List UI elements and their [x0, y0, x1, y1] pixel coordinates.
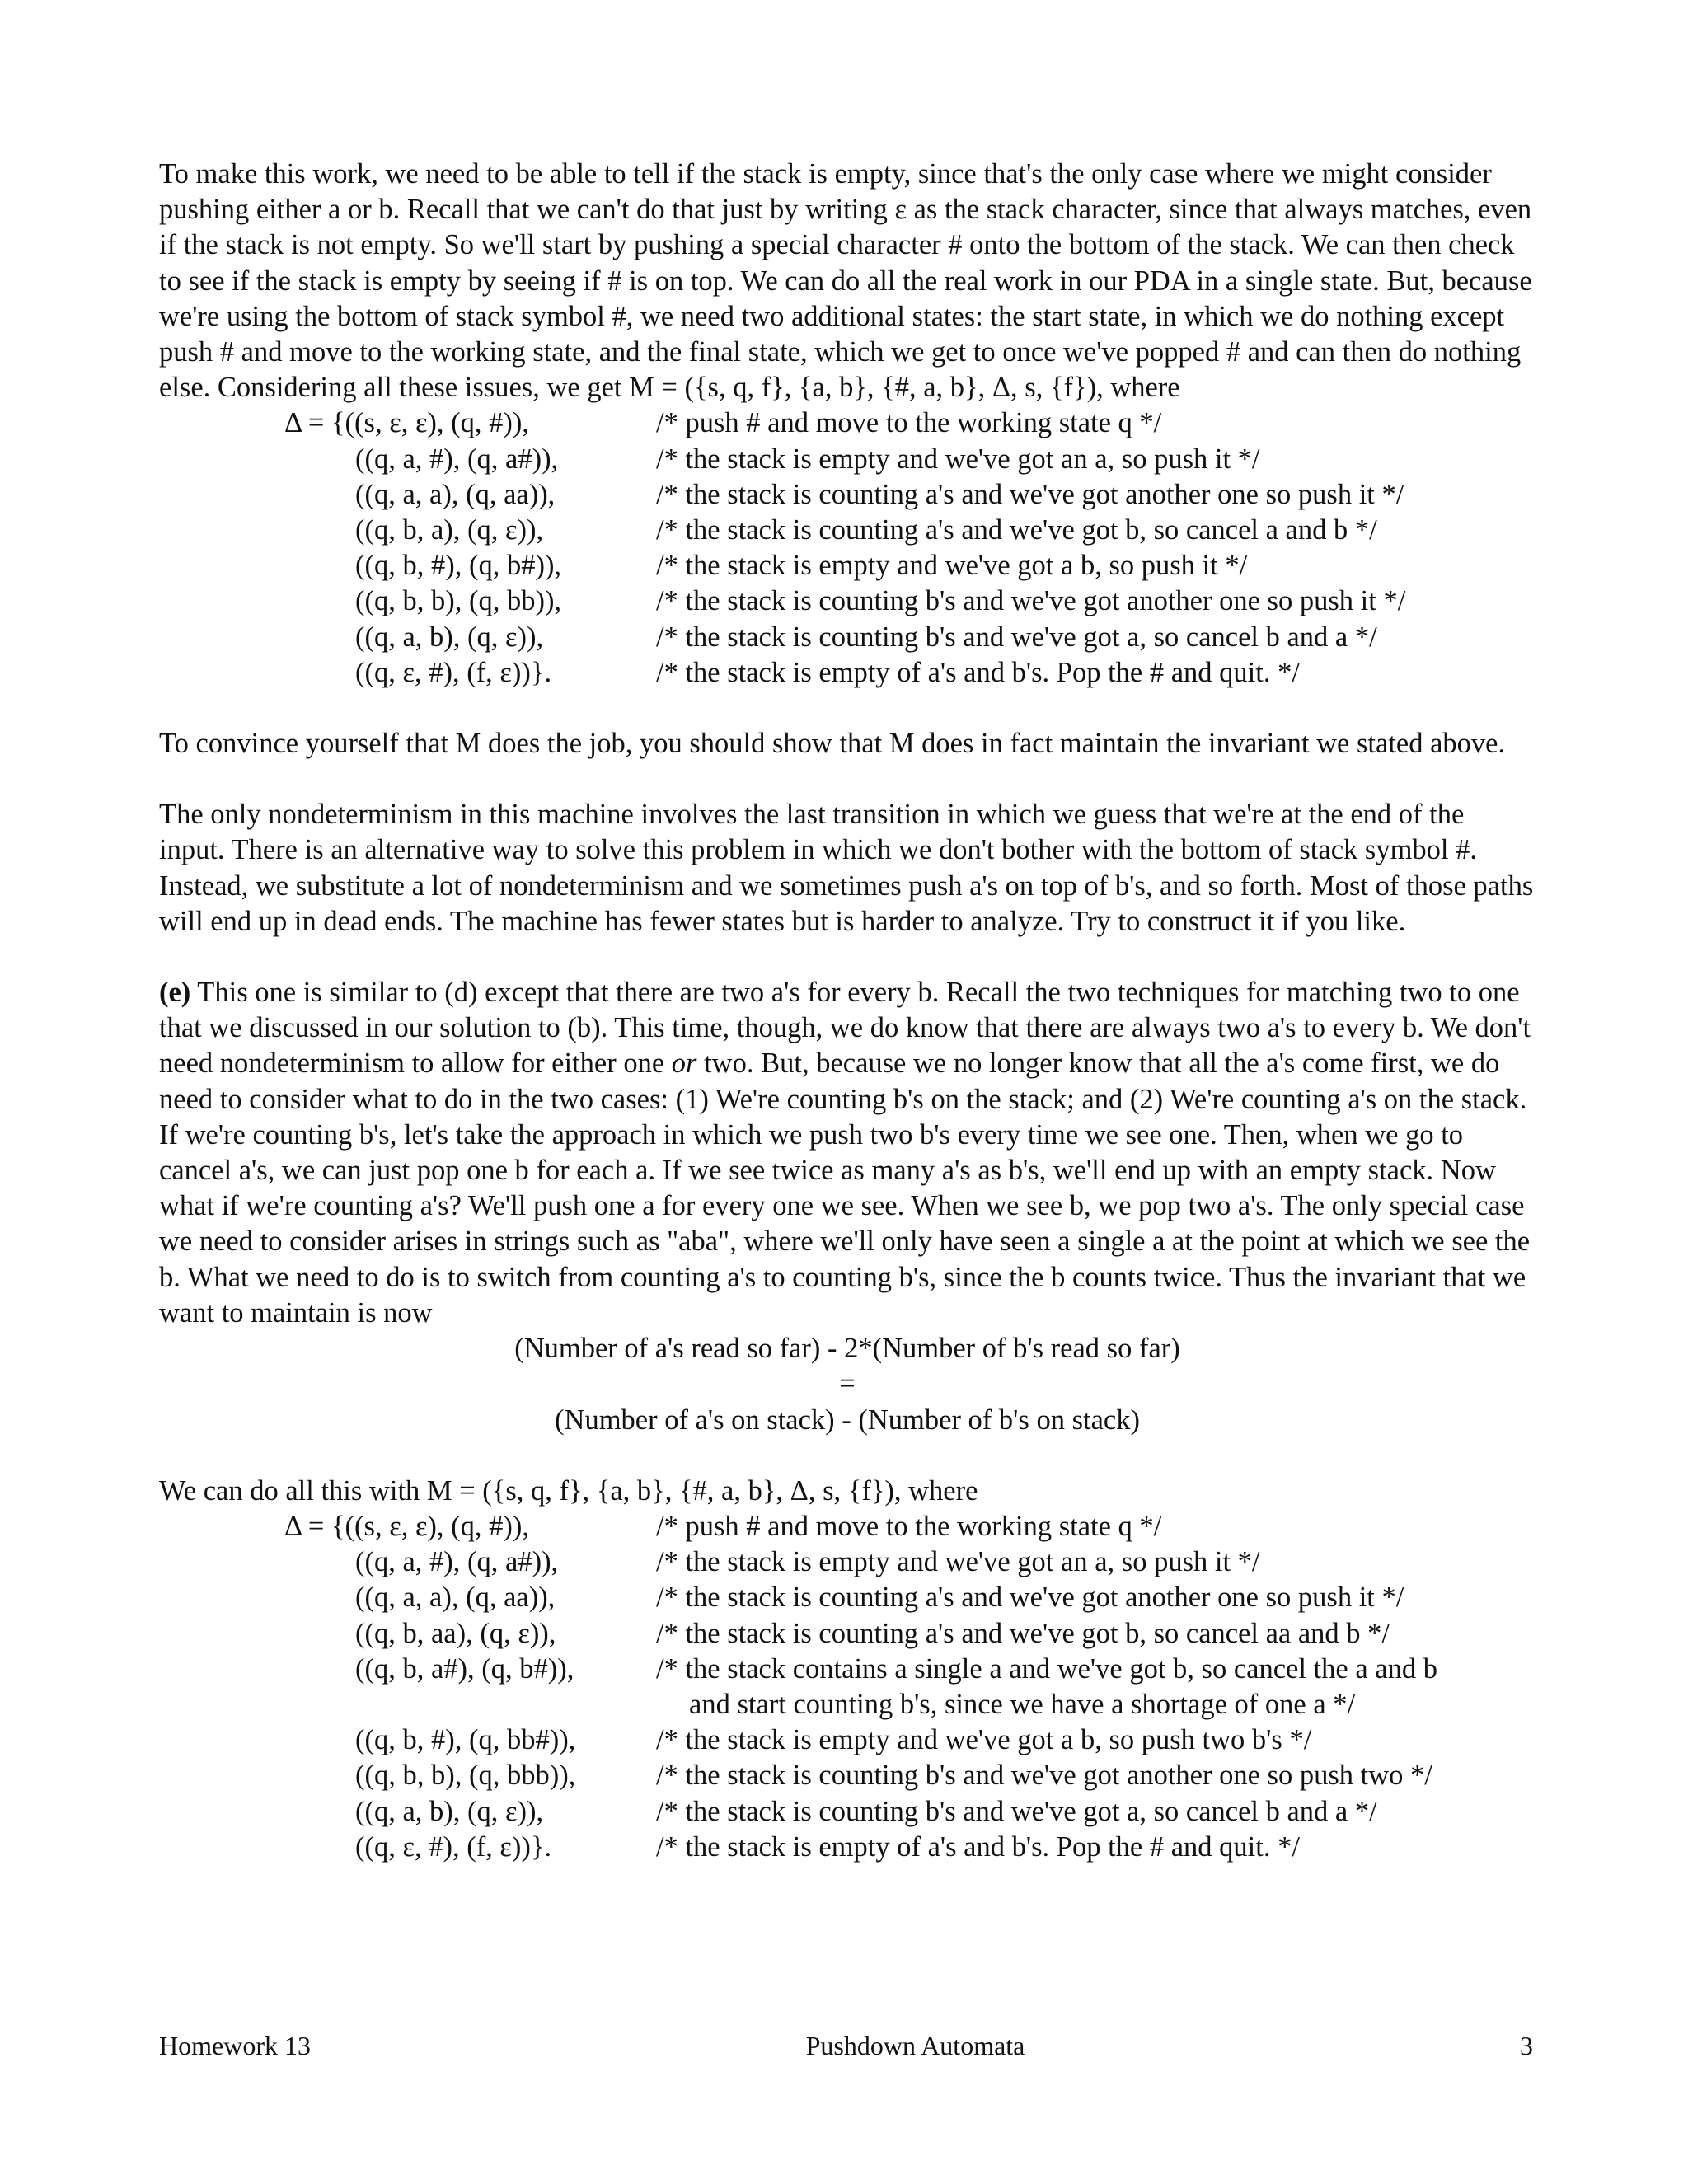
transition-rule: ((q, b, #), (q, bb#)),: [355, 1724, 576, 1756]
transition-rule: ((q, b, a), (q, ε)),: [355, 514, 544, 546]
transition-comment: /* the stack is empty and we've got an a, so push it */: [656, 443, 1260, 475]
transition-comment: /* the stack is counting a's and we've got another one so push it */: [656, 478, 1404, 510]
transition-rule: ((q, b, a#), (q, b#)),: [355, 1652, 574, 1685]
transition-row: [159, 1758, 1536, 1793]
machine-definition-paragraph: We can do all this with M = ({s, q, f}, {a, b}, {#, a, b}, Δ, s, {f}), where: [159, 1474, 978, 1507]
part-e-paragraph: [159, 975, 1536, 1331]
transition-list-1: [159, 405, 1536, 691]
transition-comment: /* the stack is empty and we've got a b, so push two b's */: [656, 1724, 1312, 1756]
convince-paragraph: To convince yourself that M does the job, you should show that M does in fact maintain the invariant we stated above.: [159, 728, 1506, 760]
transition-rule: ((q, b, aa), (q, ε)),: [355, 1617, 556, 1649]
part-e-emphasis: or: [671, 1047, 697, 1080]
nondeterminism-paragraph: The only nondeterminism in this machine involves the last transition in which we guess that we're at the end of the input. There is an alternative way to solve this problem in which we don't bother with the bottom of stack symbol #. Instead, we substitute a lot of nondeterminism and we sometimes push a's on top of b's, and so forth. Most of those paths will end up in dead ends. The machine has fewer states but is harder to analyze. Try to construct it if you like.: [159, 799, 1534, 937]
transition-rule: ((q, ε, #), (f, ε))}.: [355, 1830, 552, 1863]
transition-row: [159, 477, 1536, 513]
transition-row: [159, 1830, 1536, 1865]
part-e-text-b: two. But, because we no longer know that all the a's come first, we do need to consider what to do in the two cases: (1) We're counting b's on the stack; and (2) We're counting a's on the stack. If we're counting b's, let's take the approach in which we push two b's every time we see one. Then, when we go to cancel a's, we can just pop one b for each a. If we see twice as many a's as b's, we'll end up with an empty stack. Now what if we're counting a's? We'll push one a for every one we see. When we see b, we pop two a's. The only special case we need to consider arises in strings such as "aba", where we'll only have seen a single a at the point at which we see the b. What we need to do is to switch from counting a's to counting b's, since the b counts twice. Thus the invariant that we want to maintain is now: [159, 1047, 1531, 1329]
transition-comment: [656, 1652, 1437, 1722]
transition-rule: ((q, a, a), (q, aa)),: [355, 478, 556, 510]
part-e-label: (e): [159, 977, 191, 1009]
transition-rule: ((q, ε, #), (f, ε))}.: [355, 656, 552, 688]
transition-row: [159, 405, 1536, 441]
transition-comment: /* the stack is counting b's and we've got another one so push two */: [656, 1760, 1432, 1792]
transition-comment: /* push # and move to the working state q */: [656, 1510, 1162, 1542]
transition-comment: /* push # and move to the working state q */: [656, 407, 1162, 439]
transition-comment: /* the stack is counting b's and we've got a, so cancel b and a */: [656, 1795, 1377, 1827]
invariant-line-3: (Number of a's on stack) - (Number of b's on stack): [555, 1404, 1140, 1436]
part-e-text-a: This one is similar to (d) except that there are two a's for every b. Recall the two techniques for matching two to one that we discussed in our solution to (b). This time, though, we do know that there are always two a's to every b. We don't need nondeterminism to allow for either one: [159, 977, 1531, 1080]
transition-comment: /* the stack is counting a's and we've got b, so cancel aa and b */: [656, 1617, 1390, 1649]
transition-rule: ((q, a, a), (q, aa)),: [355, 1582, 556, 1614]
transition-rule: ((q, b, b), (q, bb)),: [355, 585, 562, 617]
invariant-line-2: =: [839, 1368, 856, 1400]
footer-chapter-title: Pushdown Automata: [805, 2031, 1025, 2060]
transition-comment: /* the stack is counting a's and we've got b, so cancel a and b */: [656, 514, 1377, 546]
transition-comment-line-1: /* the stack contains a single a and we've got b, so cancel the a and b: [656, 1652, 1437, 1685]
transition-row: [159, 1580, 1536, 1615]
transition-comment: /* the stack is empty and we've got a b, so push it */: [656, 550, 1248, 582]
transition-rule: ((q, a, #), (q, a#)),: [355, 443, 559, 475]
document-body: [159, 157, 1536, 1865]
transition-row: [159, 1616, 1536, 1652]
transition-comment-line-2: and start counting b's, since we have a shortage of one a */: [689, 1688, 1356, 1720]
transition-row: [159, 1652, 1536, 1722]
transition-row: [159, 548, 1536, 583]
transition-row: [159, 1544, 1536, 1580]
transition-row: [159, 1722, 1536, 1758]
page-footer: [159, 2029, 1533, 2062]
transition-row: [159, 620, 1536, 655]
transition-row: [159, 655, 1536, 691]
transition-comment: /* the stack is counting b's and we've got a, so cancel b and a */: [656, 621, 1377, 653]
transition-rule: ((q, a, b), (q, ε)),: [355, 1795, 544, 1827]
invariant-block: [159, 1331, 1536, 1438]
transition-rule: ((q, a, b), (q, ε)),: [355, 621, 544, 653]
transition-list-2: [159, 1509, 1536, 1865]
transition-rule: ((q, b, b), (q, bbb)),: [355, 1760, 576, 1792]
transition-comment: /* the stack is empty and we've got an a, so push it */: [656, 1546, 1260, 1578]
transition-rule: Δ = {((s, ε, ε), (q, #)),: [284, 407, 530, 439]
transition-rule: ((q, b, #), (q, b#)),: [355, 550, 562, 582]
footer-homework-title: Homework 13: [159, 2031, 311, 2060]
transition-comment: /* the stack is empty of a's and b's. Pop the # and quit. */: [656, 656, 1300, 688]
transition-comment: /* the stack is empty of a's and b's. Pop the # and quit. */: [656, 1830, 1300, 1863]
footer-page-number: 3: [1520, 2031, 1533, 2060]
transition-row: [159, 1509, 1536, 1544]
transition-comment: /* the stack is counting b's and we've got another one so push it */: [656, 585, 1406, 617]
intro-paragraph: To make this work, we need to be able to tell if the stack is empty, since that's the only case where we might consider pushing either a or b. Recall that we can't do that just by writing ε as the stack character, since that always matches, even if the stack is not empty. So we'll start by pushing a special character # onto the bottom of the stack. We can then check to see if the stack is empty by seeing if # is on top. We can do all the real work in our PDA in a single state. But, because we're using the bottom of stack symbol #, we need two additional states: the start state, in which we do nothing except push # and move to the working state, and the final state, which we get to once we've popped # and can then do nothing else. Considering all these issues, we get M = ({s, q, f}, {a, b}, {#, a, b}, Δ, s, {f}), where: [159, 158, 1532, 404]
transition-rule: Δ = {((s, ε, ε), (q, #)),: [284, 1510, 530, 1542]
transition-row: [159, 513, 1536, 548]
transition-row: [159, 1794, 1536, 1830]
invariant-line-1: (Number of a's read so far) - 2*(Number of b's read so far): [514, 1333, 1180, 1365]
transition-row: [159, 442, 1536, 477]
transition-rule: ((q, a, #), (q, a#)),: [355, 1546, 559, 1578]
transition-comment: /* the stack is counting a's and we've got another one so push it */: [656, 1582, 1404, 1614]
transition-row: [159, 583, 1536, 619]
